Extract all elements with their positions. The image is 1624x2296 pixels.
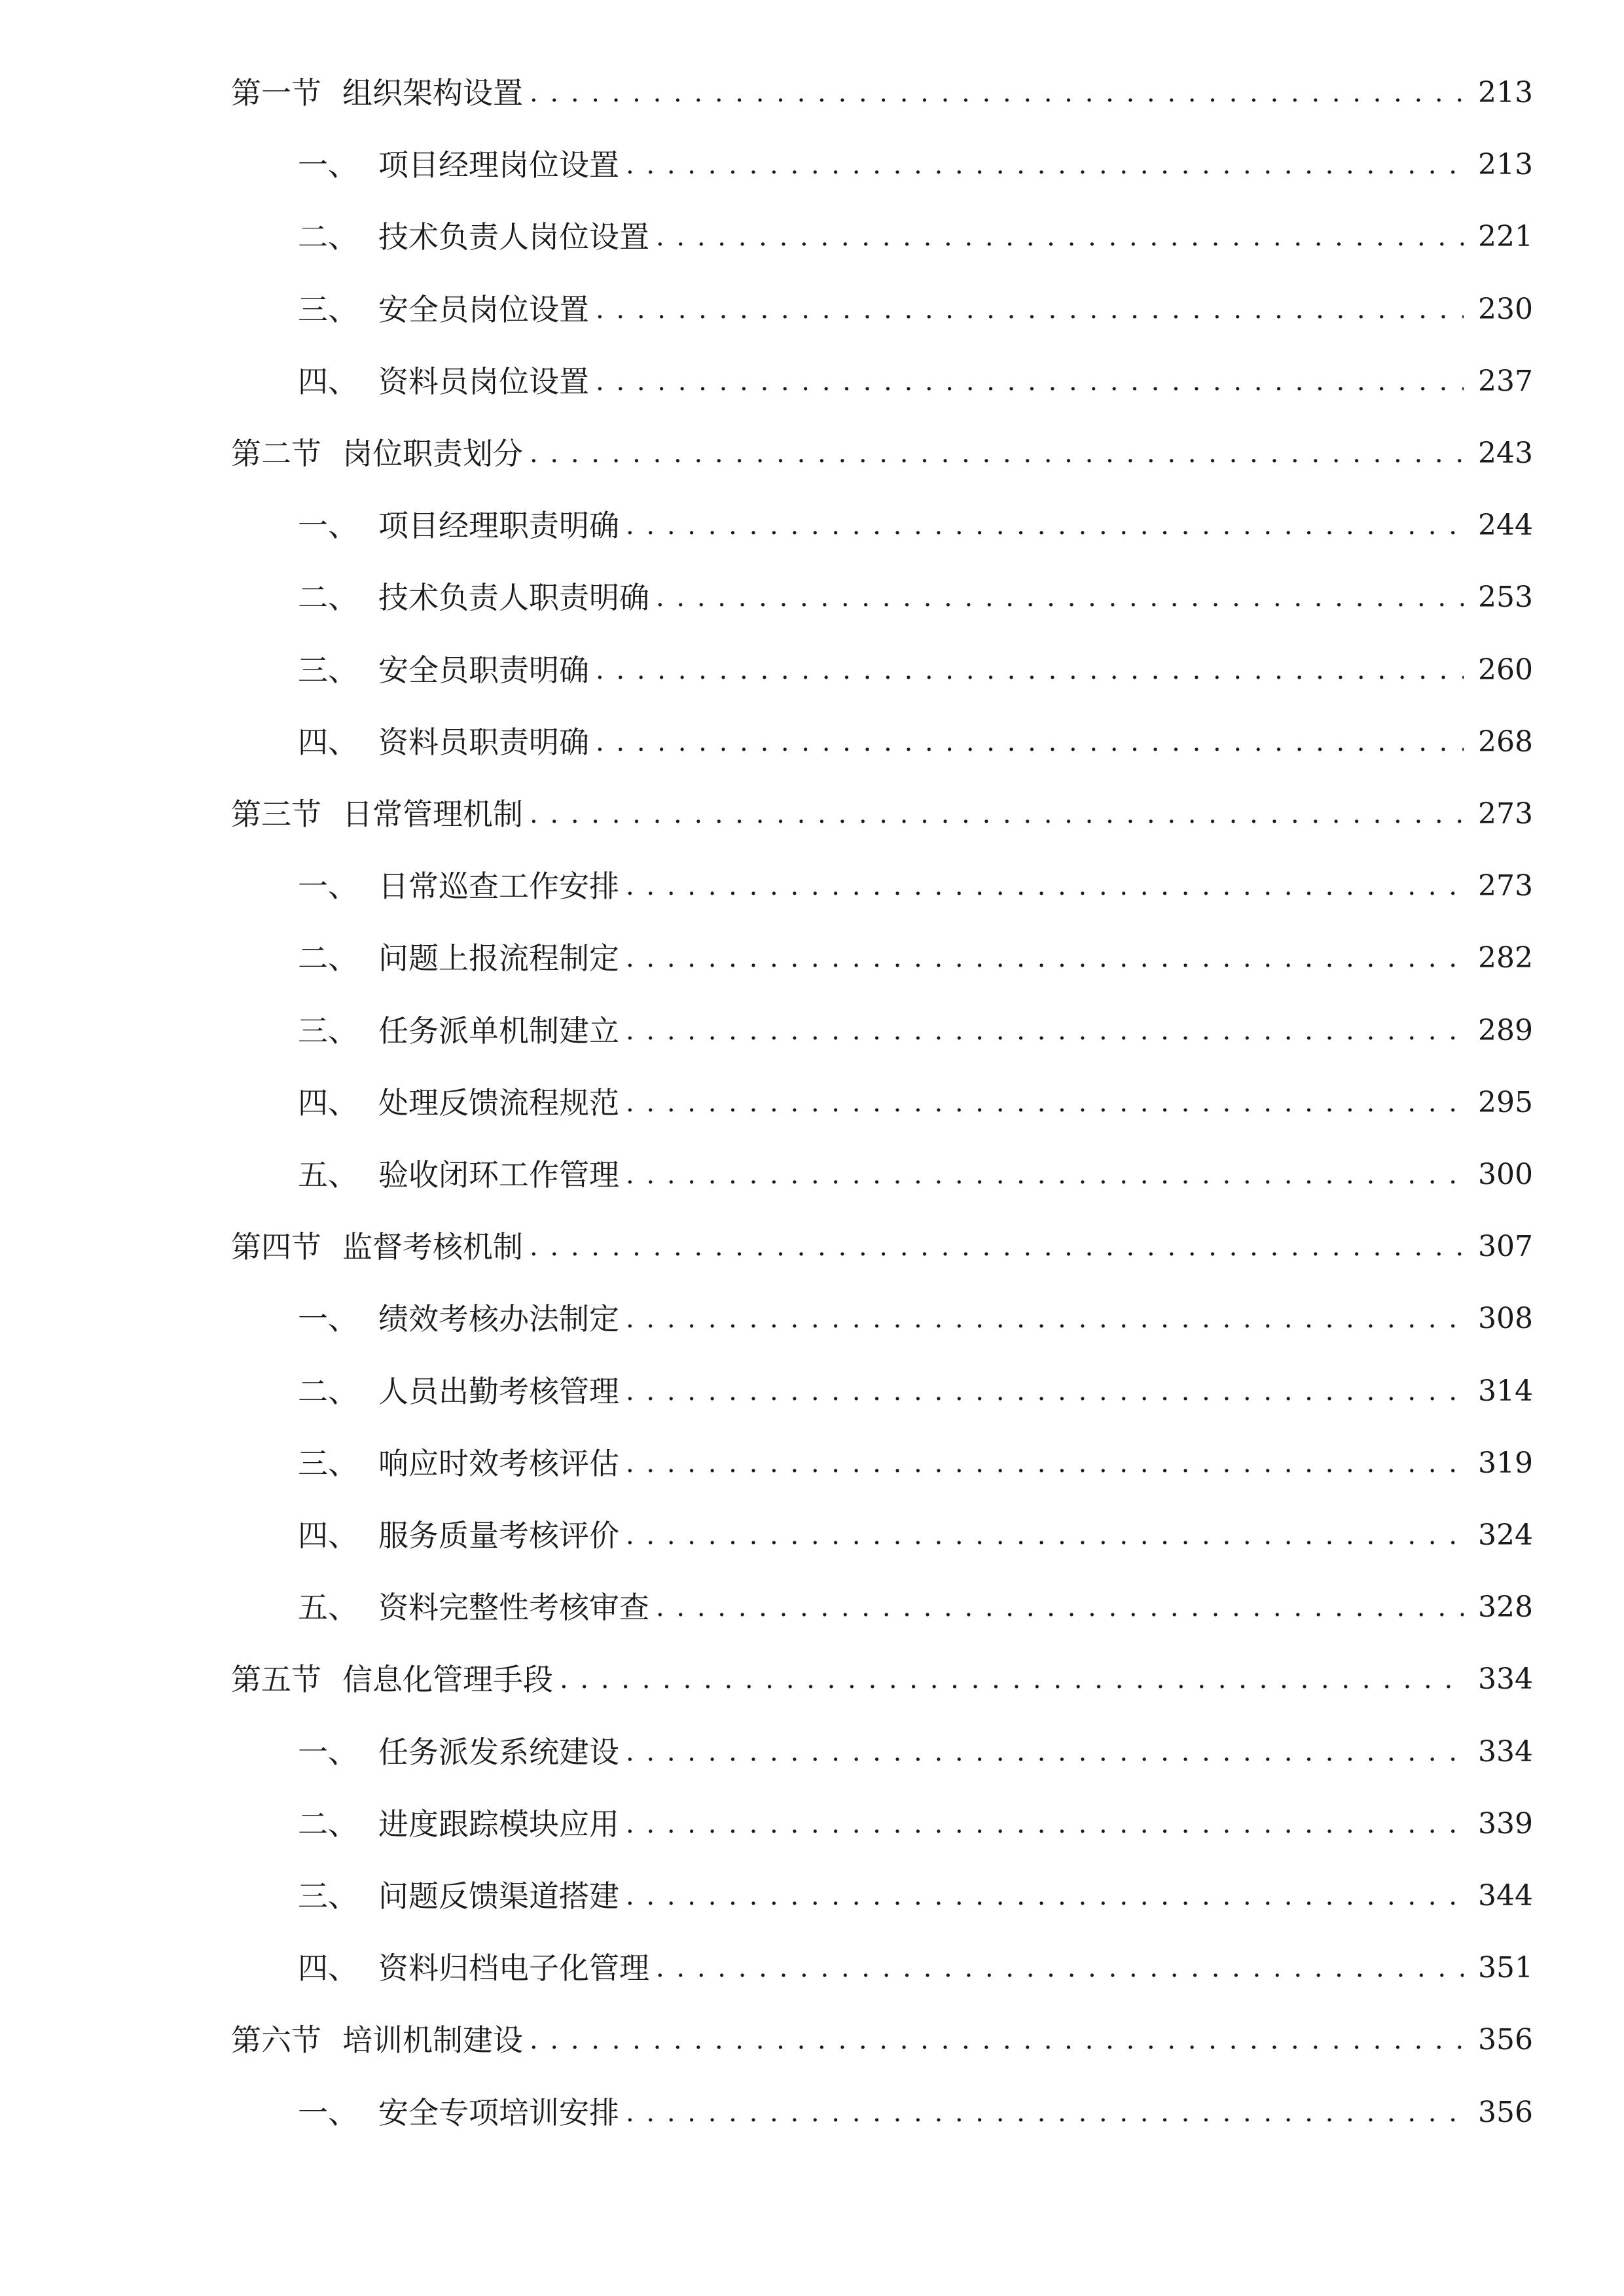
toc-entry-title: 资料归档电子化管理 — [378, 1950, 649, 1986]
toc-page-number: 356 — [1478, 2023, 1533, 2056]
toc-item-entry[interactable] — [298, 1797, 1533, 1852]
toc-item-entry[interactable] — [298, 570, 1533, 625]
toc-page-number: 253 — [1478, 581, 1533, 614]
toc-dot-leader — [626, 1075, 1464, 1130]
toc-entry-title: 资料员岗位设置 — [378, 364, 589, 399]
toc-page-number: 282 — [1478, 941, 1533, 975]
toc-entry-title: 岗位职责划分 — [342, 436, 523, 471]
toc-entry-number: 四、 — [298, 1085, 358, 1121]
toc-page-number: 344 — [1478, 1879, 1533, 1912]
toc-page-number: 319 — [1478, 1446, 1533, 1480]
toc-entry-number: 第四节 — [231, 1229, 321, 1265]
toc-entry-title: 安全专项培训安排 — [378, 2095, 619, 2130]
toc-entry-number: 二、 — [298, 941, 358, 976]
toc-dot-leader — [656, 1580, 1464, 1635]
toc-entry-title: 进度跟踪模块应用 — [378, 1806, 619, 1842]
toc-entry-number: 第二节 — [231, 436, 321, 471]
toc-dot-leader — [656, 209, 1464, 264]
toc-entry-title: 安全员职责明确 — [378, 653, 589, 688]
toc-dot-leader — [530, 65, 1464, 120]
toc-entry-title: 任务派发系统建设 — [378, 1734, 619, 1770]
toc-item-entry[interactable] — [298, 1291, 1533, 1346]
toc-entry-number: 一、 — [298, 1301, 358, 1336]
toc-entry-number: 三、 — [298, 292, 358, 327]
toc-entry-number: 二、 — [298, 580, 358, 615]
toc-page-number: 356 — [1478, 2096, 1533, 2129]
toc-entry-title: 组织架构设置 — [342, 75, 523, 111]
toc-entry-number: 五、 — [298, 1590, 358, 1625]
toc-item-entry[interactable] — [298, 1436, 1533, 1491]
toc-entry-number: 一、 — [298, 508, 358, 543]
toc-page-number: 308 — [1478, 1302, 1533, 1335]
toc-dot-leader — [626, 1797, 1464, 1852]
toc-entry-number: 四、 — [298, 1950, 358, 1986]
toc-entry-number: 一、 — [298, 2095, 358, 2130]
toc-item-entry[interactable] — [298, 1075, 1533, 1130]
toc-page-number: 328 — [1478, 1590, 1533, 1624]
toc-entry-title: 人员出勤考核管理 — [378, 1374, 619, 1409]
toc-item-entry[interactable] — [298, 1003, 1533, 1058]
toc-dot-leader — [626, 1291, 1464, 1346]
toc-page-number: 213 — [1478, 148, 1533, 181]
toc-item-entry[interactable] — [298, 1508, 1533, 1563]
toc-entry-title: 资料完整性考核审查 — [378, 1590, 649, 1625]
toc-entry-number: 三、 — [298, 653, 358, 688]
toc-page-number: 334 — [1478, 1735, 1533, 1768]
toc-page-number: 324 — [1478, 1518, 1533, 1552]
toc-dot-leader — [530, 426, 1464, 481]
toc-entry-number: 第六节 — [231, 2022, 321, 2058]
toc-dot-leader — [626, 931, 1464, 986]
toc-dot-leader — [626, 1869, 1464, 1924]
toc-page-number: 351 — [1478, 1951, 1533, 1984]
toc-dot-leader — [596, 715, 1464, 770]
toc-entry-number: 二、 — [298, 219, 358, 255]
toc-page-number: 300 — [1478, 1158, 1533, 1191]
toc-dot-leader — [656, 1941, 1464, 1996]
toc-entry-title: 问题上报流程制定 — [378, 941, 619, 976]
toc-item-entry[interactable] — [298, 1869, 1533, 1924]
toc-item-entry[interactable] — [298, 209, 1533, 264]
toc-page-number: 268 — [1478, 725, 1533, 759]
toc-entry-title: 项目经理岗位设置 — [378, 147, 619, 183]
toc-item-entry[interactable] — [298, 354, 1533, 409]
toc-dot-leader — [626, 137, 1464, 192]
toc-entry-number: 五、 — [298, 1157, 358, 1193]
toc-section-entry[interactable] — [231, 426, 1533, 481]
toc-dot-leader — [626, 1508, 1464, 1563]
toc-section-entry[interactable] — [231, 787, 1533, 842]
toc-dot-leader — [626, 2085, 1464, 2140]
toc-item-entry[interactable] — [298, 2085, 1533, 2140]
toc-dot-leader — [626, 1147, 1464, 1202]
toc-page-number: 213 — [1478, 76, 1533, 109]
toc-entry-title: 绩效考核办法制定 — [378, 1301, 619, 1336]
toc-entry-title: 响应时效考核评估 — [378, 1446, 619, 1481]
toc-entry-title: 监督考核机制 — [342, 1229, 523, 1265]
toc-section-entry[interactable] — [231, 1219, 1533, 1274]
toc-page-number: 307 — [1478, 1230, 1533, 1263]
toc-entry-number: 三、 — [298, 1446, 358, 1481]
toc-entry-number: 一、 — [298, 1734, 358, 1770]
toc-entry-title: 资料员职责明确 — [378, 725, 589, 760]
toc-dot-leader — [626, 1003, 1464, 1058]
toc-entry-number: 四、 — [298, 725, 358, 760]
toc-entry-title: 技术负责人职责明确 — [378, 580, 649, 615]
toc-item-entry[interactable] — [298, 1941, 1533, 1996]
toc-page-number: 295 — [1478, 1086, 1533, 1119]
toc-page-number: 243 — [1478, 437, 1533, 470]
toc-dot-leader — [530, 1219, 1464, 1274]
toc-entry-title: 处理反馈流程规范 — [378, 1085, 619, 1121]
toc-entry-title: 任务派单机制建立 — [378, 1013, 619, 1049]
toc-section-entry[interactable] — [231, 65, 1533, 120]
toc-dot-leader — [596, 643, 1464, 698]
toc-page-number: 314 — [1478, 1374, 1533, 1408]
toc-page-number: 339 — [1478, 1807, 1533, 1840]
toc-dot-leader — [530, 2013, 1464, 2068]
toc-page-number: 244 — [1478, 509, 1533, 542]
toc-item-entry[interactable] — [298, 1147, 1533, 1202]
toc-item-entry[interactable] — [298, 931, 1533, 986]
toc-entry-title: 信息化管理手段 — [342, 1662, 553, 1697]
toc-item-entry[interactable] — [298, 1580, 1533, 1635]
toc-entry-number: 四、 — [298, 1518, 358, 1553]
toc-entry-title: 安全员岗位设置 — [378, 292, 589, 327]
toc-dot-leader — [596, 282, 1464, 337]
toc-page-number: 334 — [1478, 1662, 1533, 1696]
toc-entry-title: 日常管理机制 — [342, 797, 523, 832]
toc-page-number: 289 — [1478, 1014, 1533, 1047]
toc-entry-title: 技术负责人岗位设置 — [378, 219, 649, 255]
toc-item-entry[interactable] — [298, 643, 1533, 698]
toc-entry-number: 第五节 — [231, 1662, 321, 1697]
toc-dot-leader — [626, 498, 1464, 553]
toc-page-number: 237 — [1478, 365, 1533, 398]
toc-item-entry[interactable] — [298, 137, 1533, 192]
toc-entry-title: 服务质量考核评价 — [378, 1518, 619, 1553]
toc-dot-leader — [626, 859, 1464, 914]
toc-entry-number: 四、 — [298, 364, 358, 399]
toc-page-number: 273 — [1478, 797, 1533, 831]
toc-page-number: 221 — [1478, 220, 1533, 253]
toc-entry-number: 一、 — [298, 869, 358, 904]
toc-entry-title: 培训机制建设 — [342, 2022, 523, 2058]
toc-page-number: 273 — [1478, 869, 1533, 903]
toc-dot-leader — [530, 787, 1464, 842]
toc-entry-number: 二、 — [298, 1806, 358, 1842]
toc-item-entry[interactable] — [298, 715, 1533, 770]
toc-item-entry[interactable] — [298, 859, 1533, 914]
toc-entry-number: 第三节 — [231, 797, 321, 832]
toc-page-number: 230 — [1478, 293, 1533, 326]
toc-entry-title: 日常巡查工作安排 — [378, 869, 619, 904]
toc-dot-leader — [626, 1436, 1464, 1491]
toc-section-entry[interactable] — [231, 2013, 1533, 2068]
toc-item-entry[interactable] — [298, 498, 1533, 553]
toc-dot-leader — [560, 1652, 1464, 1707]
toc-entry-number: 一、 — [298, 147, 358, 183]
toc-page-number: 260 — [1478, 653, 1533, 687]
toc-dot-leader — [596, 354, 1464, 409]
toc-entry-number: 三、 — [298, 1013, 358, 1049]
toc-dot-leader — [656, 570, 1464, 625]
toc-dot-leader — [626, 1725, 1464, 1780]
toc-entry-number: 二、 — [298, 1374, 358, 1409]
toc-entry-title: 项目经理职责明确 — [378, 508, 619, 543]
toc-dot-leader — [626, 1364, 1464, 1419]
toc-entry-title: 问题反馈渠道搭建 — [378, 1878, 619, 1914]
toc-item-entry[interactable] — [298, 1364, 1533, 1419]
toc-entry-number: 三、 — [298, 1878, 358, 1914]
toc-item-entry[interactable] — [298, 1725, 1533, 1780]
toc-entry-number: 第一节 — [231, 75, 321, 111]
toc-entry-title: 验收闭环工作管理 — [378, 1157, 619, 1193]
toc-section-entry[interactable] — [231, 1652, 1533, 1707]
toc-item-entry[interactable] — [298, 282, 1533, 337]
